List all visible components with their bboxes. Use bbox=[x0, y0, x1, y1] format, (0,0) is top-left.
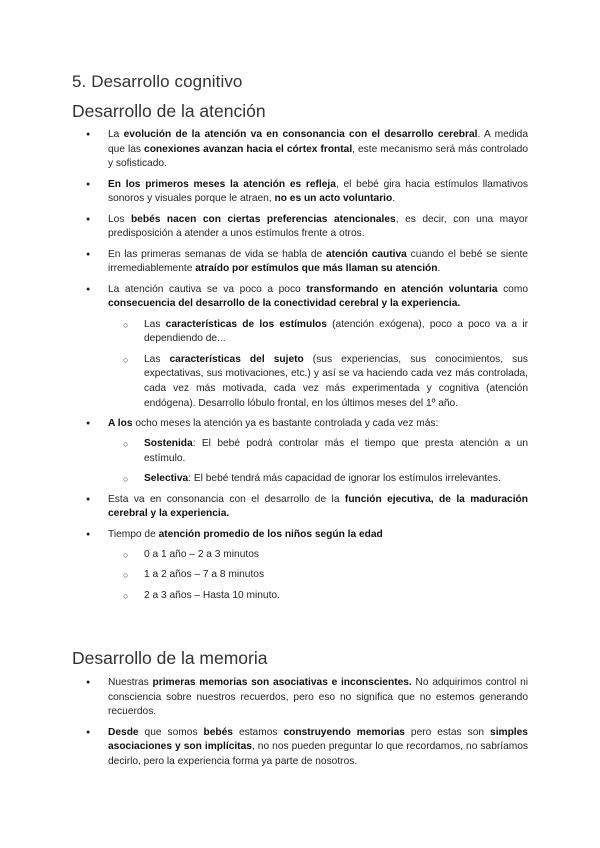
text-run: Esta va en consonancia con el desarrollo de la bbox=[108, 493, 345, 505]
bold-text: consecuencia del desarrollo de la conectividad cerebral y la experiencia. bbox=[108, 298, 461, 310]
bullet-item bbox=[72, 178, 528, 207]
bold-text: función ejecutiva, de la maduración cerebral y la experiencia. bbox=[108, 493, 528, 520]
bullet-item bbox=[72, 726, 528, 770]
sub-bullet-item bbox=[72, 437, 528, 466]
text-run: 2 a 3 años – Hasta 10 minuto. bbox=[144, 589, 280, 601]
bold-text: evolución de la atención va en consonancia con el desarrollo cerebral bbox=[123, 129, 478, 140]
sub-list-wrapper bbox=[72, 318, 528, 412]
bullet-item bbox=[72, 128, 528, 172]
bold-text: bebés bbox=[203, 726, 233, 738]
text-run: No adquirimos control ni consciencia sobre nuestros recuerdos, pero eso no significa que no estemos generando recuerdos. bbox=[108, 677, 529, 718]
text-run: pero estas son bbox=[404, 726, 491, 738]
text-run: : El bebé podrá controlar más el tiempo que presta atención a un estímulo. bbox=[144, 438, 528, 465]
text-run: , es decir, con una mayor predisposición a atender a unos estímulos frente a otros. bbox=[108, 213, 528, 240]
bold-text: atención promedio de los niños según la edad bbox=[158, 528, 383, 540]
bold-text: construyendo memorias bbox=[283, 726, 405, 738]
sub-bullet-item bbox=[72, 472, 528, 487]
page-title: 5. Desarrollo cognitivo bbox=[72, 72, 243, 91]
text-run: En las primeras semanas de vida se habla de bbox=[108, 248, 326, 260]
sub-list bbox=[72, 318, 528, 412]
bullet-item bbox=[72, 676, 528, 720]
text-run: . bbox=[392, 193, 396, 205]
bold-text: Desde bbox=[108, 726, 139, 738]
bold-text: Selectiva bbox=[144, 473, 189, 485]
text-run: Nuestras bbox=[108, 677, 153, 688]
text-run: ocho meses la atención ya es bastante controlada y cada vez más: bbox=[132, 418, 439, 430]
text-run: 0 a 1 año – 2 a 3 minutos bbox=[144, 549, 259, 560]
sub-list bbox=[72, 437, 528, 487]
text-run: (atención exógena), poco a poco va a ir dependiendo de... bbox=[144, 318, 528, 345]
bold-text: características de los estímulos bbox=[165, 318, 327, 330]
text-run: (sus experiencias, sus conocimientos, sus expectativas, sus motivaciones, etc.) y así se va haciendo cada vez más controlada, cada vez más motivada, cada vez más experimentada y cognitiva (atención endógena). Desarrollo lóbulo frontal, en los últimos meses del 1º año. bbox=[144, 353, 528, 409]
text-run: estamos bbox=[232, 726, 284, 738]
sub-bullet-item bbox=[72, 353, 528, 412]
memory-list bbox=[72, 676, 528, 775]
bold-text: bebés nacen con ciertas preferencias atencionales bbox=[130, 213, 396, 225]
text-run: como bbox=[497, 283, 528, 295]
bold-text: En los primeros meses la atención es refleja bbox=[108, 178, 336, 190]
text-run: , este mecanismo será más controlado y sofisticado. bbox=[108, 143, 528, 170]
text-run: Los bbox=[108, 213, 131, 225]
text-run: que somos bbox=[138, 726, 204, 738]
bold-text: atraído por estímulos que más llaman su atención bbox=[195, 263, 438, 275]
attention-list bbox=[72, 128, 528, 609]
bullet-item bbox=[72, 213, 528, 242]
text-run: , el bebé gira hacia estímulos llamativos sonoros y visuales porque le atraen, bbox=[108, 178, 528, 205]
text-run: . bbox=[437, 263, 441, 275]
sub-list-wrapper bbox=[72, 548, 528, 603]
bullet-item bbox=[72, 283, 528, 312]
sub-bullet-item bbox=[72, 548, 528, 563]
bold-text: simples asociaciones y son implícitas bbox=[108, 726, 528, 753]
text-run: , no nos pueden preguntar lo que recordamos, no sabríamos decirlo, pero la experiencia forma ya parte de nosotros. bbox=[108, 741, 528, 768]
bold-text: conexiones avanzan hacia el córtex frontal bbox=[144, 143, 353, 155]
bullet-item bbox=[72, 248, 528, 277]
sub-bullet-item bbox=[72, 318, 528, 347]
bold-text: transformando en atención voluntaria bbox=[306, 283, 498, 295]
text-run: La bbox=[108, 129, 124, 140]
text-run: 1 a 2 años – 7 a 8 minutos bbox=[144, 569, 265, 581]
bullet-item bbox=[72, 493, 528, 522]
bold-text: atención cautiva bbox=[326, 248, 407, 260]
section-heading-memory: Desarrollo de la memoria bbox=[72, 648, 268, 668]
bold-text: características del sujeto bbox=[169, 353, 304, 365]
text-run: Las bbox=[144, 318, 166, 330]
bold-text: Sostenida bbox=[144, 438, 193, 450]
sub-list bbox=[72, 548, 528, 603]
bullet-item bbox=[72, 417, 528, 432]
text-run: Tiempo de bbox=[108, 528, 159, 540]
text-run: La atención cautiva se va poco a poco bbox=[108, 283, 307, 295]
sub-list-wrapper bbox=[72, 437, 528, 487]
sub-bullet-item bbox=[72, 589, 528, 604]
text-run: Las bbox=[144, 353, 170, 365]
text-run: . A medida que las bbox=[108, 129, 528, 155]
text-run: : El bebé tendrá más capacidad de ignorar los estímulos irrelevantes. bbox=[188, 473, 501, 485]
text-run: cuando el bebé se siente irremediablemente bbox=[108, 248, 528, 275]
section-heading-attention: Desarrollo de la atención bbox=[72, 101, 266, 121]
sub-bullet-item bbox=[72, 568, 528, 583]
bold-text: no es un acto voluntario bbox=[274, 193, 393, 205]
bold-text: A los bbox=[108, 418, 133, 430]
bullet-item bbox=[72, 528, 528, 543]
bold-text: primeras memorias son asociativas e inconscientes. bbox=[152, 677, 412, 688]
